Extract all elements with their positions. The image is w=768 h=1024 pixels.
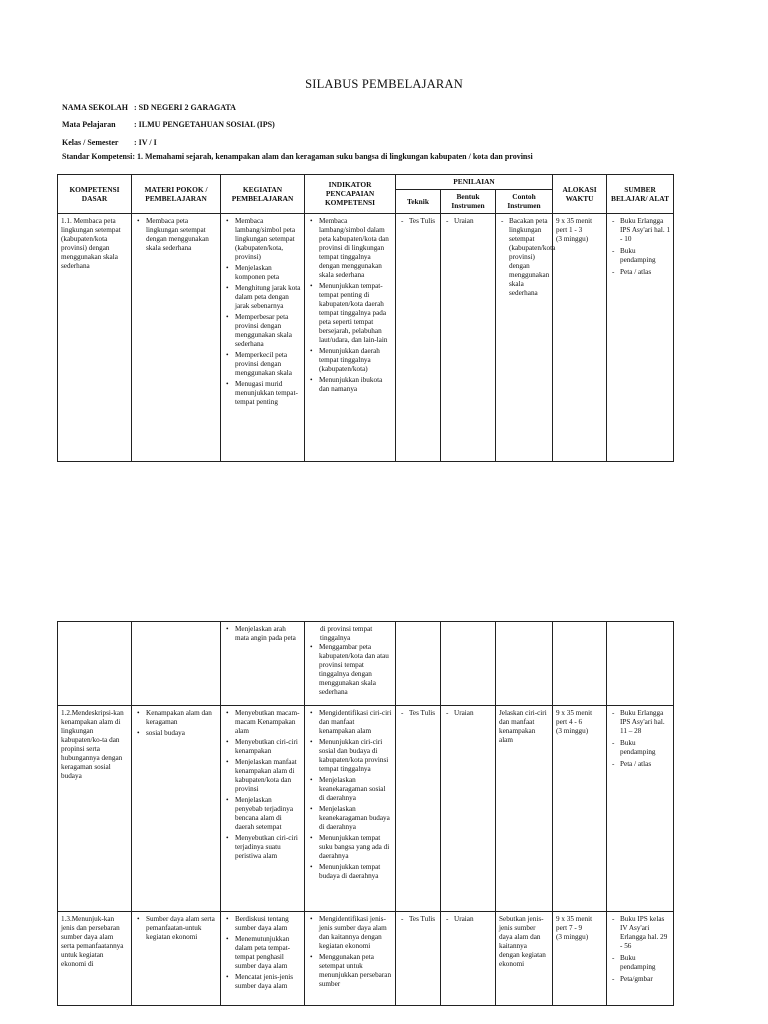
alokasi-line: pert 1 - 3 xyxy=(556,225,583,234)
alokasi-line: pert 7 - 9 xyxy=(556,924,583,932)
school-label: NAMA SEKOLAH xyxy=(62,103,129,112)
syllabus-table-2 xyxy=(57,621,674,1006)
cell-indikator xyxy=(305,706,396,912)
list-item: - Buku pendamping xyxy=(620,739,670,757)
meta-standard xyxy=(62,152,533,161)
cell-indikator xyxy=(305,213,396,461)
cell-kegiatan xyxy=(221,706,305,912)
cell-materi xyxy=(132,912,221,1006)
cell-teknik xyxy=(396,706,441,912)
list-item: • sosial budaya xyxy=(146,729,217,738)
list-item: • Menggunakan peta setempat untuk menunjukkan persebaran sumber xyxy=(319,953,392,989)
table-row xyxy=(58,912,674,1006)
standard-label: Standar Kompetensi xyxy=(62,152,133,161)
list-item: • Menjelaskan keanekaragaman budaya di daerahnya xyxy=(319,805,392,832)
list-item: • Kenampakan alam dan keragaman xyxy=(146,709,217,727)
list-item: • Menemutunjukkan dalam peta tempat-tempat penghasil sumber daya alam xyxy=(235,935,301,971)
cell-kd xyxy=(58,912,132,1006)
table-row xyxy=(58,706,674,912)
cell-alokasi xyxy=(553,912,607,1006)
list-item: • Memperbesar peta provinsi dengan menggunakan skala sederhana xyxy=(235,313,301,349)
list-item: • Menugasi murid menunjukkan tempat-tempat penting xyxy=(235,380,301,407)
cell-indikator xyxy=(305,622,396,706)
kd-text: 1.1. Membaca peta lingkungan setempat (kabupaten/kota provinsi) dengan menggunakan skala sederhana xyxy=(61,216,121,270)
page-title: SILABUS PEMBELAJARAN xyxy=(305,77,463,91)
header-kd: KOMPETENSI DASAR xyxy=(58,175,132,214)
alokasi-line: 9 x 35 menit xyxy=(556,915,593,923)
list-item: • Menyebutkan ciri-ciri kenampakan xyxy=(235,738,301,756)
alokasi-line: 9 x 35 menit xyxy=(556,216,593,225)
cell-bentuk xyxy=(441,213,496,461)
list-item: • Menjelaskan keanekaragaman sosial di daerahnya xyxy=(319,776,392,803)
cell-contoh xyxy=(496,912,553,1006)
cell-materi xyxy=(132,213,221,461)
list-item: - Buku Erlangga IPS Asy'ari hal. 11 – 28 xyxy=(620,709,670,736)
alokasi-line: (3 minggu) xyxy=(556,933,589,941)
list-item: • Mengidentifikasi ciri-ciri dan manfaat kenampakan alam xyxy=(319,709,392,736)
list-item: • Membaca lambang/simbol dalam peta kabupaten/kota dan provinsi di lingkungan tempat tinggalnya dengan menggunakan skala sederhana xyxy=(319,217,392,280)
list-item: • Menunjukkan ciri-ciri sosial dan budaya di kabupaten/kota provinsi tempat tinggalnya xyxy=(319,738,392,774)
list-item: • Mengidentifikasi jenis-jenis sumber daya alam dan kaitannya dengan kegiatan ekonomi xyxy=(319,915,392,951)
bentuk-text: - Uraian xyxy=(454,915,492,924)
list-item: - Buku pendamping xyxy=(620,247,670,265)
header-alokasi: ALOKASI WAKTU xyxy=(553,175,607,214)
list-item: • Menunjukkan ibukota dan namanya xyxy=(319,376,392,394)
cell-kegiatan xyxy=(221,213,305,461)
list-item: • Menjelaskan komponen peta xyxy=(235,264,301,282)
cell-materi xyxy=(132,706,221,912)
cell-alokasi xyxy=(553,706,607,912)
indikator-continued: di provinsi tempat tinggalnya xyxy=(320,625,373,642)
bentuk-text: - Uraian xyxy=(454,709,492,718)
list-item: • Mencatat jenis-jenis sumber daya alam xyxy=(235,973,301,991)
alokasi-line: 9 x 35 menit xyxy=(556,709,593,717)
meta-subject xyxy=(62,120,275,129)
list-item: - Buku Erlangga IPS Asy'ari hal. 1 - 10 xyxy=(620,217,670,244)
syllabus-table-1 xyxy=(57,174,674,462)
list-item: - Peta/gmbar xyxy=(620,975,670,984)
header-kegiatan: KEGIATAN PEMBELAJARAN xyxy=(221,175,305,214)
class-value: : IV / I xyxy=(134,138,157,147)
teknik-text: - Tes Tulis xyxy=(409,217,437,226)
list-item: • Menunjukkan tempat-tempat penting di kabupaten/kota daerah tempat tinggalnya pada peta seperti tempat bersejarah, pelabuhan laut/udara, dan lain-lain xyxy=(319,282,392,345)
school-value: : SD NEGERI 2 GARAGATA xyxy=(134,103,236,112)
cell-kegiatan xyxy=(221,912,305,1006)
cell-contoh xyxy=(496,213,556,461)
subject-value: : ILMU PENGETAHUAN SOSIAL (IPS) xyxy=(134,120,275,129)
teknik-text: - Tes Tulis xyxy=(409,709,437,718)
cell-kegiatan xyxy=(221,622,305,706)
header-indikator: INDIKATOR PENCAPAIAN KOMPETENSI xyxy=(305,175,396,214)
list-item: • Berdiskusi tentang sumber daya alam xyxy=(235,915,301,933)
cell-bentuk xyxy=(441,912,496,1006)
kd-text: 1.2.Mendeskripsi-kan kenampakan alam di lingkungan kabupaten/ko-ta dan propinsi serta hubungannya dengan keragaman sosial budaya xyxy=(61,709,124,780)
header-contoh: Contoh Instrumen xyxy=(496,190,553,214)
list-item: • Menjelaskan penyebab terjadinya bencana alam di daerah setempat xyxy=(235,796,301,832)
cell-sumber xyxy=(607,912,674,1006)
list-item: • Membaca peta lingkungan setempat dengan menggunakan skala sederhana xyxy=(146,217,217,253)
list-item: • Membaca lambang/simbol peta lingkungan setempat (kabupaten/kota, provinsi) xyxy=(235,217,301,262)
cell-sumber xyxy=(607,213,674,461)
list-item: • Menghitung jarak kota dalam peta dengan jarak sebenarnya xyxy=(235,284,301,311)
cell-alokasi xyxy=(553,213,607,461)
kd-text: 1.3.Menunjuk-kan jenis dan persebaran sumber daya alam serta pemanfaatannya untuk kegiatan ekonomi di xyxy=(61,915,124,968)
table-row xyxy=(58,213,674,461)
meta-school xyxy=(62,103,236,112)
cell-indikator xyxy=(305,912,396,1006)
cell-teknik xyxy=(396,213,441,461)
teknik-text: - Tes Tulis xyxy=(409,915,437,924)
list-item: • Menunjukkan tempat budaya di daerahnya xyxy=(319,863,392,881)
cell-teknik xyxy=(396,912,441,1006)
cell-bentuk xyxy=(441,706,496,912)
standard-value: : 1. Memahami sejarah, kenampakan alam dan keragaman suku bangsa di lingkungan kabupaten / kota dan provinsi xyxy=(132,152,533,161)
class-label: Kelas / Semester xyxy=(62,138,119,147)
header-penilaian: PENILAIAN xyxy=(396,175,553,190)
list-item: • Menyebutkan ciri-ciri terjadinya suatu peristiwa alam xyxy=(235,834,301,861)
list-item: • Menunjukkan tempat suku bangsa yang ada di daerahnya xyxy=(319,834,392,861)
cell-kd xyxy=(58,706,132,912)
cell-kd xyxy=(58,213,132,461)
cell-contoh xyxy=(496,706,553,912)
alokasi-line: (3 minggu) xyxy=(556,727,589,735)
list-item: - Peta / atlas xyxy=(620,268,670,277)
list-item: - Buku pendamping xyxy=(620,954,670,972)
contoh-text: - Bacakan peta lingkungan setempat (kabupaten/kota provinsi) dengan menggunakan skala sederhana xyxy=(509,217,549,298)
list-item: • Menggambar peta kabupaten/kota dan atau provinsi tempat tinggalnya dengan menggunakan skala sederhana xyxy=(319,643,392,697)
header-bentuk: Bentuk Instrumen xyxy=(441,190,496,214)
contoh-text: Sebutkan jenis-jenis sumber daya alam dan kaitannya dengan kegiatan ekonomi xyxy=(499,915,546,968)
list-item: • Menunjukkan daerah tempat tinggalnya (kabupaten/kota) xyxy=(319,347,392,374)
contoh-text: Jelaskan ciri-ciri dan manfaat kenampakan alam xyxy=(499,709,547,744)
cell-sumber xyxy=(607,706,674,912)
list-item: • Memperkecil peta provinsi dengan menggunakan skala xyxy=(235,351,301,378)
header-materi: MATERI POKOK / PEMBELAJARAN xyxy=(132,175,221,214)
list-item: • Menjelaskan arah mata angin pada peta xyxy=(235,625,301,643)
bentuk-text: - Uraian xyxy=(454,217,492,226)
meta-class xyxy=(62,138,157,147)
table-row xyxy=(58,622,674,706)
subject-label: Mata Pelajaran xyxy=(62,120,116,129)
alokasi-line: pert 4 - 6 xyxy=(556,718,583,726)
list-item: • Menyebutkan macam-macam Kenampakan alam xyxy=(235,709,301,736)
list-item: - Peta / atlas xyxy=(620,760,670,769)
alokasi-line: (3 minggu) xyxy=(556,234,589,243)
header-teknik: Teknik xyxy=(396,190,441,214)
list-item: - Buku IPS kelas IV Asy'ari Erlangga hal. 29 - 56 xyxy=(620,915,670,951)
header-sumber: SUMBER BELAJAR/ ALAT xyxy=(607,175,674,214)
list-item: • Menjelaskan manfaat kenampakan alam di kabupaten/kota dan provinsi xyxy=(235,758,301,794)
list-item: • Sumber daya alam serta pemanfaatan-untuk kegiatan ekonomi xyxy=(146,915,217,942)
